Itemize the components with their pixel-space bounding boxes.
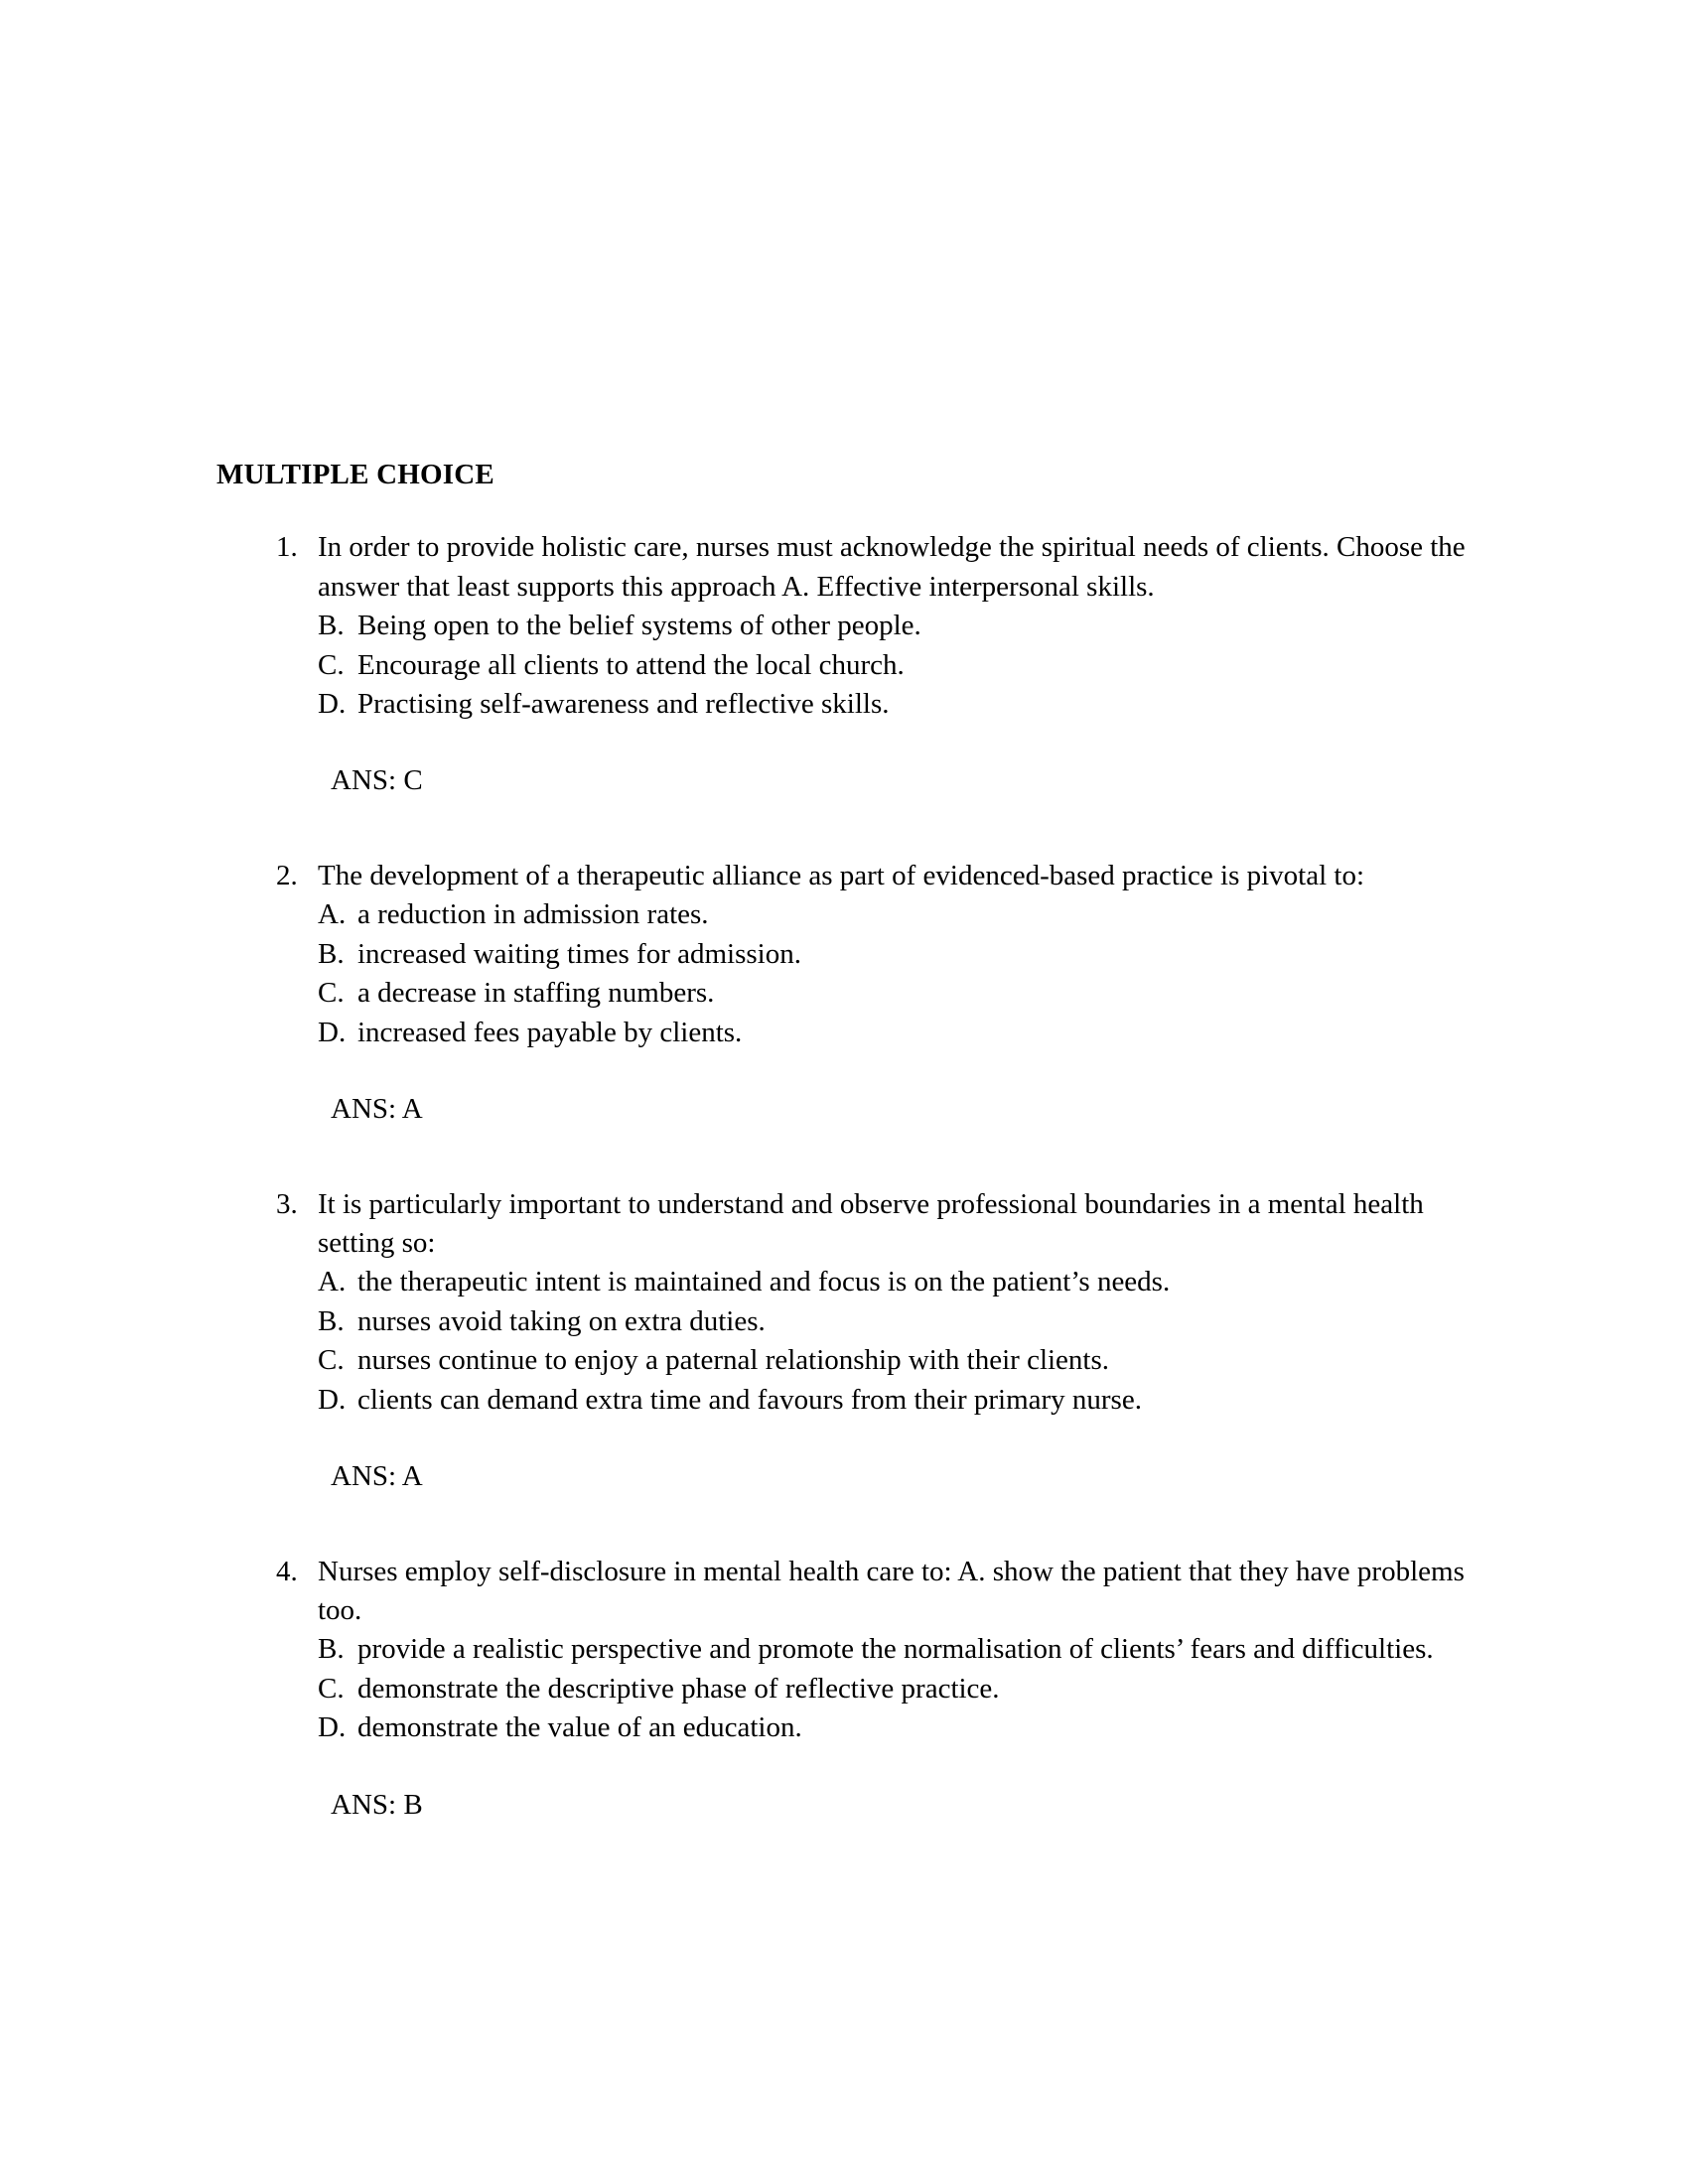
answer-line: ANS: A (331, 1093, 423, 1126)
option-text: Practising self-awareness and reflective skills. (357, 688, 890, 720)
option-text: Being open to the belief systems of other people. (357, 610, 921, 642)
option-letter: A. (318, 1266, 347, 1298)
option-row[interactable] (318, 1302, 1507, 1341)
question-block (216, 857, 1507, 1130)
option-row[interactable] (318, 607, 1507, 645)
question-number: 2. (276, 859, 298, 891)
question-stem: It is particularly important to understand and observe professional boundaries in a mental health setting so: (318, 1187, 1424, 1259)
answer-line: ANS: B (331, 1788, 423, 1821)
option-text: increased fees payable by clients. (357, 1016, 743, 1048)
question-number: 1. (276, 531, 298, 564)
document-body (216, 457, 1507, 1880)
option-row[interactable] (318, 1014, 1507, 1052)
option-text: nurses avoid taking on extra duties. (357, 1304, 766, 1337)
option-row[interactable] (318, 895, 1507, 934)
question-row (216, 1553, 1507, 1748)
option-text: clients can demand extra time and favours from their primary nurse. (357, 1383, 1142, 1416)
option-letter: B. (318, 937, 345, 970)
question-row (216, 857, 1507, 1052)
option-row[interactable] (318, 974, 1507, 1013)
option-row[interactable] (318, 1708, 1507, 1747)
option-letter: D. (318, 1711, 347, 1744)
option-letter: D. (318, 1383, 347, 1416)
option-row[interactable] (318, 1670, 1507, 1708)
option-text: the therapeutic intent is maintained and focus is on the patient’s needs. (357, 1266, 1171, 1298)
option-text: a decrease in staffing numbers. (357, 977, 715, 1010)
option-text: a reduction in admission rates. (357, 898, 709, 931)
question-number: 4. (276, 1555, 298, 1587)
option-text: demonstrate the descriptive phase of reflective practice. (357, 1672, 1000, 1705)
option-letter: C. (318, 1672, 345, 1705)
question-number: 3. (276, 1187, 298, 1220)
option-letter: C. (318, 1344, 345, 1377)
question-stem: The development of a therapeutic alliance as part of evidenced-based practice is pivotal to: (318, 859, 1365, 891)
section-heading: MULTIPLE CHOICE (216, 459, 494, 490)
option-letter: B. (318, 1304, 345, 1337)
option-row[interactable] (318, 685, 1507, 724)
option-letter: A. (318, 898, 347, 931)
option-text: demonstrate the value of an education. (357, 1711, 802, 1744)
option-letter: B. (318, 1633, 345, 1666)
option-row[interactable] (318, 1263, 1507, 1301)
question-block (216, 1553, 1507, 1826)
option-letter: C. (318, 648, 345, 681)
option-text: provide a realistic perspective and promote the normalisation of clients’ fears and difficulties. (357, 1633, 1434, 1666)
option-letter: D. (318, 688, 347, 720)
option-row[interactable] (318, 1630, 1507, 1669)
option-row[interactable] (318, 935, 1507, 974)
question-block (216, 528, 1507, 801)
answer-line: ANS: A (331, 1460, 423, 1493)
question-row (216, 528, 1507, 724)
option-text: Encourage all clients to attend the local church. (357, 648, 905, 681)
option-text: nurses continue to enjoy a paternal relationship with their clients. (357, 1344, 1110, 1377)
question-row (216, 1185, 1507, 1421)
option-text: increased waiting times for admission. (357, 937, 801, 970)
option-letter: B. (318, 610, 345, 642)
question-stem: In order to provide holistic care, nurses must acknowledge the spiritual needs of clients. Choose the answer that least supports this approach A. Effective interpersonal skills. (318, 531, 1466, 603)
question-stem: Nurses employ self-disclosure in mental health care to: A. show the patient that they have problems too. (318, 1555, 1465, 1626)
option-row[interactable] (318, 646, 1507, 685)
answer-line: ANS: C (331, 764, 423, 797)
question-block (216, 1185, 1507, 1497)
option-row[interactable] (318, 1381, 1507, 1420)
option-letter: D. (318, 1016, 347, 1048)
option-letter: C. (318, 977, 345, 1010)
option-row[interactable] (318, 1341, 1507, 1380)
